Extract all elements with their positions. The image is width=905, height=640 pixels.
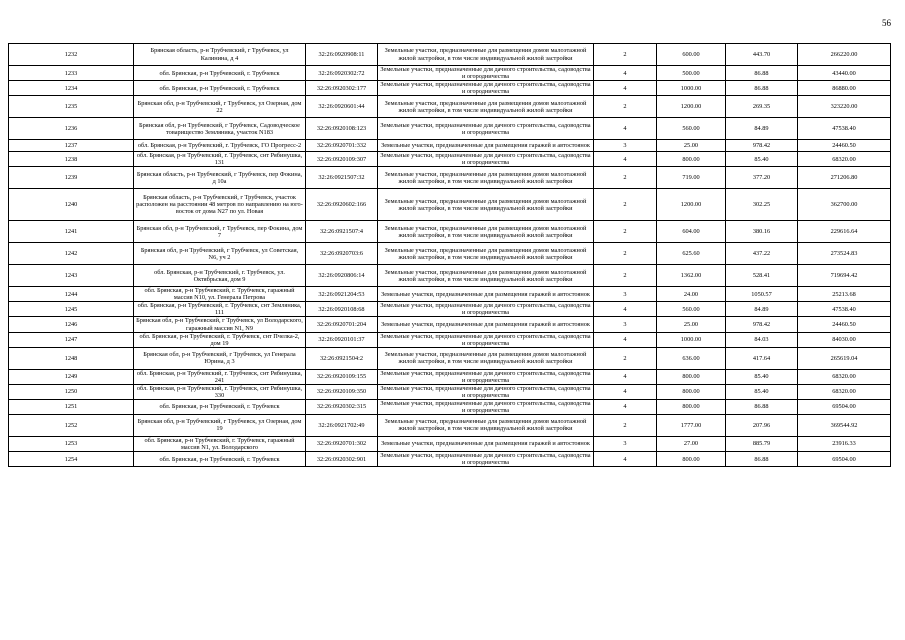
cadastral-value-cell: 323220.00 [798, 96, 891, 118]
specific-value-cell: 528.41 [726, 265, 798, 287]
group-cell: 4 [594, 332, 657, 347]
group-cell: 2 [594, 167, 657, 189]
address-cell: Брянская обл, р-н Трубчевский, г Трубчевск, ул Генерала Юрина, д 3 [134, 347, 306, 369]
land-use-purpose-cell: Земельные участки, предназначенные для дачного строительства, садоводства и огородничества [378, 332, 594, 347]
row-number: 1243 [9, 265, 134, 287]
row-number: 1240 [9, 189, 134, 221]
cadastral-value-cell: 47538.40 [798, 302, 891, 317]
address-cell: обл. Брянская, р-н Трубчевский, г. Трубчевск [134, 66, 306, 81]
row-number: 1232 [9, 44, 134, 66]
address-cell: Брянская область, р-н Трубчевский, г Трубчевск, участок расположен на расстоянии 48 метров по направлению на юго-восток от дома N27 по ул. Новая [134, 189, 306, 221]
area-cell: 24.00 [657, 287, 726, 302]
row-number: 1249 [9, 369, 134, 384]
area-cell: 800.00 [657, 369, 726, 384]
table-row [9, 243, 891, 265]
row-number: 1246 [9, 317, 134, 332]
land-use-purpose-cell: Земельные участки, предназначенные для дачного строительства, садоводства и огородничества [378, 384, 594, 399]
group-cell: 2 [594, 44, 657, 66]
table-body [9, 44, 891, 467]
table-row [9, 369, 891, 384]
area-cell: 1000.00 [657, 332, 726, 347]
address-cell: обл. Брянская, р-н Трубчевский, г. Трубчевск, снт Земляника, 111 [134, 302, 306, 317]
row-number: 1250 [9, 384, 134, 399]
area-cell: 500.00 [657, 66, 726, 81]
table-row [9, 436, 891, 451]
specific-value-cell: 84.89 [726, 302, 798, 317]
specific-value-cell: 443.70 [726, 44, 798, 66]
cadastral-number-cell: 32:26:0920302:72 [306, 66, 378, 81]
area-cell: 600.00 [657, 44, 726, 66]
address-cell: Брянская обл, р-н Трубчевский, г Трубчевск, Садоводческое товарищество Земляника, участок N183 [134, 118, 306, 140]
address-cell: Брянская обл, р-н Трубчевский, г Трубчевск, пер Фокина, дом 7 [134, 221, 306, 243]
address-cell: обл. Брянская, р-н Трубчевский, г. Трубчевск, гаражный массив N1, ул. Володарского [134, 436, 306, 451]
group-cell: 4 [594, 152, 657, 167]
address-cell: обл. Брянская, р-н Трубчевский, г. Трубчевск [134, 452, 306, 467]
land-use-purpose-cell: Земельные участки, предназначенные для размещения домов малоэтажной жилой застройки, в том числе индивидуальной жилой застройки [378, 221, 594, 243]
address-cell: Брянская обл, р-н Трубчевский, г Трубчевск, ул Володарского, гаражный массив N1, N9 [134, 317, 306, 332]
table-row [9, 332, 891, 347]
group-cell: 2 [594, 221, 657, 243]
row-number: 1247 [9, 332, 134, 347]
group-cell: 3 [594, 317, 657, 332]
land-use-purpose-cell: Земельные участки, предназначенные для дачного строительства, садоводства и огородничества [378, 118, 594, 140]
group-cell: 4 [594, 369, 657, 384]
row-number: 1251 [9, 399, 134, 414]
cadastral-number-cell: 32:26:0921702:49 [306, 414, 378, 436]
area-cell: 1362.00 [657, 265, 726, 287]
cadastral-number-cell: 32:26:0920109:350 [306, 384, 378, 399]
land-use-purpose-cell: Земельные участки, предназначенные для размещения домов малоэтажной жилой застройки, в том числе индивидуальной жилой застройки [378, 189, 594, 221]
address-cell: обл. Брянская, р-н Трубчевский, г. Трубчевск, снт Пчелка-2, дом 19 [134, 332, 306, 347]
land-use-purpose-cell: Земельные участки, предназначенные для размещения гаражей и автостоянок [378, 317, 594, 332]
table-row [9, 265, 891, 287]
group-cell: 4 [594, 384, 657, 399]
area-cell: 25.00 [657, 317, 726, 332]
cadastral-value-cell: 68320.00 [798, 384, 891, 399]
table-row [9, 302, 891, 317]
area-cell: 800.00 [657, 452, 726, 467]
cadastral-number-cell: 32:26:0920701:204 [306, 317, 378, 332]
area-cell: 604.00 [657, 221, 726, 243]
specific-value-cell: 86.88 [726, 452, 798, 467]
cadastral-value-cell: 25213.68 [798, 287, 891, 302]
cadastral-number-cell: 32:26:0920109:155 [306, 369, 378, 384]
cadastral-number-cell: 32:26:0920302:315 [306, 399, 378, 414]
specific-value-cell: 380.16 [726, 221, 798, 243]
specific-value-cell: 269.35 [726, 96, 798, 118]
land-use-purpose-cell: Земельные участки, предназначенные для размещения домов малоэтажной жилой застройки, в том числе индивидуальной жилой застройки [378, 347, 594, 369]
cadastral-number-cell: 32:26:0920908:11 [306, 44, 378, 66]
row-number: 1248 [9, 347, 134, 369]
address-cell: обл. Брянская, р-н Трубчевский, г. Трубчевск, снт Рябинушка, 131 [134, 152, 306, 167]
table-row [9, 414, 891, 436]
address-cell: Брянская обл, р-н Трубчевский, г Трубчевск, ул Озерная, дом 19 [134, 414, 306, 436]
group-cell: 4 [594, 66, 657, 81]
area-cell: 625.60 [657, 243, 726, 265]
cadastral-value-cell: 273524.83 [798, 243, 891, 265]
cadastral-value-cell: 69504.00 [798, 399, 891, 414]
land-use-purpose-cell: Земельные участки, предназначенные для размещения гаражей и автостоянок [378, 436, 594, 451]
group-cell: 3 [594, 140, 657, 152]
address-cell: обл. Брянская, р-н Трубчевский, г. Трубчевск, ГО Прогресс-2 [134, 140, 306, 152]
address-cell: Брянская обл, р-н Трубчевский, г Трубчевск, ул Советская, N6, уч 2 [134, 243, 306, 265]
land-use-purpose-cell: Земельные участки, предназначенные для размещения домов малоэтажной жилой застройки, в том числе индивидуальной жилой застройки [378, 414, 594, 436]
cadastral-number-cell: 32:26:0921507:4 [306, 221, 378, 243]
table-row [9, 399, 891, 414]
specific-value-cell: 1050.57 [726, 287, 798, 302]
cadastral-value-cell: 362700.00 [798, 189, 891, 221]
table-row [9, 66, 891, 81]
group-cell: 4 [594, 118, 657, 140]
cadastral-value-cell: 23916.33 [798, 436, 891, 451]
specific-value-cell: 978.42 [726, 317, 798, 332]
land-use-purpose-cell: Земельные участки, предназначенные для размещения домов малоэтажной жилой застройки, в том числе индивидуальной жилой застройки [378, 44, 594, 66]
specific-value-cell: 437.22 [726, 243, 798, 265]
cadastral-number-cell: 32:26:0920701:332 [306, 140, 378, 152]
land-use-purpose-cell: Земельные участки, предназначенные для размещения гаражей и автостоянок [378, 287, 594, 302]
land-use-purpose-cell: Земельные участки, предназначенные для дачного строительства, садоводства и огородничества [378, 369, 594, 384]
specific-value-cell: 885.79 [726, 436, 798, 451]
land-use-purpose-cell: Земельные участки, предназначенные для размещения домов малоэтажной жилой застройки, в том числе индивидуальной жилой застройки [378, 243, 594, 265]
cadastral-value-cell: 86880.00 [798, 81, 891, 96]
specific-value-cell: 84.03 [726, 332, 798, 347]
cadastral-number-cell: 32:26:0921504:2 [306, 347, 378, 369]
cadastral-number-cell: 32:26:0920806:14 [306, 265, 378, 287]
cadastral-number-cell: 32:26:0921204:53 [306, 287, 378, 302]
row-number: 1239 [9, 167, 134, 189]
cadastral-value-cell: 84030.00 [798, 332, 891, 347]
group-cell: 4 [594, 81, 657, 96]
cadastral-value-cell: 24460.50 [798, 317, 891, 332]
cadastral-value-cell: 43440.00 [798, 66, 891, 81]
address-cell: Брянская область, р-н Трубчевский, г Трубчевск, пер Фокина, д 10а [134, 167, 306, 189]
area-cell: 1777.00 [657, 414, 726, 436]
table-row [9, 347, 891, 369]
cadastral-value-cell: 271206.80 [798, 167, 891, 189]
specific-value-cell: 302.25 [726, 189, 798, 221]
land-use-purpose-cell: Земельные участки, предназначенные для размещения домов малоэтажной жилой застройки, в том числе индивидуальной жилой застройки [378, 167, 594, 189]
land-use-purpose-cell: Земельные участки, предназначенные для дачного строительства, садоводства и огородничества [378, 81, 594, 96]
table-row [9, 96, 891, 118]
cadastral-value-cell: 47538.40 [798, 118, 891, 140]
row-number: 1242 [9, 243, 134, 265]
land-use-purpose-cell: Земельные участки, предназначенные для дачного строительства, садоводства и огородничества [378, 302, 594, 317]
group-cell: 3 [594, 287, 657, 302]
table-row [9, 152, 891, 167]
table-row [9, 189, 891, 221]
table-row [9, 167, 891, 189]
table-row [9, 81, 891, 96]
row-number: 1235 [9, 96, 134, 118]
cadastral-number-cell: 32:26:0920108:123 [306, 118, 378, 140]
table-row [9, 384, 891, 399]
row-number: 1237 [9, 140, 134, 152]
row-number: 1244 [9, 287, 134, 302]
group-cell: 3 [594, 436, 657, 451]
cadastral-value-cell: 369544.92 [798, 414, 891, 436]
cadastral-number-cell: 32:26:0920701:302 [306, 436, 378, 451]
row-number: 1254 [9, 452, 134, 467]
group-cell: 4 [594, 452, 657, 467]
address-cell: обл. Брянская, р-н Трубчевский, г. Трубчевск, гаражный массив N10, ул. Генерала Петрова [134, 287, 306, 302]
specific-value-cell: 85.40 [726, 384, 798, 399]
address-cell: обл. Брянская, р-н Трубчевский, г. Трубчевск [134, 81, 306, 96]
specific-value-cell: 86.88 [726, 66, 798, 81]
area-cell: 800.00 [657, 152, 726, 167]
cadastral-value-cell: 69504.00 [798, 452, 891, 467]
row-number: 1234 [9, 81, 134, 96]
area-cell: 800.00 [657, 399, 726, 414]
row-number: 1238 [9, 152, 134, 167]
cadastral-value-cell: 266220.00 [798, 44, 891, 66]
group-cell: 2 [594, 347, 657, 369]
group-cell: 2 [594, 414, 657, 436]
cadastral-number-cell: 32:26:0920109:307 [306, 152, 378, 167]
cadastral-number-cell: 32:26:0920602:166 [306, 189, 378, 221]
row-number: 1233 [9, 66, 134, 81]
group-cell: 2 [594, 189, 657, 221]
group-cell: 4 [594, 302, 657, 317]
row-number: 1245 [9, 302, 134, 317]
specific-value-cell: 85.40 [726, 152, 798, 167]
cadastral-value-cell: 68320.00 [798, 152, 891, 167]
land-use-purpose-cell: Земельные участки, предназначенные для размещения домов малоэтажной жилой застройки, в том числе индивидуальной жилой застройки [378, 96, 594, 118]
row-number: 1236 [9, 118, 134, 140]
group-cell: 2 [594, 243, 657, 265]
area-cell: 560.00 [657, 302, 726, 317]
land-use-purpose-cell: Земельные участки, предназначенные для дачного строительства, садоводства и огородничества [378, 66, 594, 81]
table-row [9, 287, 891, 302]
address-cell: Брянская обл, р-н Трубчевский, г Трубчевск, ул Озерная, дом 22 [134, 96, 306, 118]
specific-value-cell: 86.88 [726, 399, 798, 414]
land-use-purpose-cell: Земельные участки, предназначенные для размещения гаражей и автостоянок [378, 140, 594, 152]
area-cell: 25.00 [657, 140, 726, 152]
area-cell: 560.00 [657, 118, 726, 140]
area-cell: 1000.00 [657, 81, 726, 96]
cadastral-value-cell: 265619.04 [798, 347, 891, 369]
address-cell: обл. Брянская, р-н Трубчевский, г. Трубчевск, ул. Октябрьская, дом 9 [134, 265, 306, 287]
page-number: 56 [882, 18, 891, 28]
address-cell: обл. Брянская, р-н Трубчевский, г. Трубчевск, снт Рябинушка, 241 [134, 369, 306, 384]
table-row [9, 140, 891, 152]
specific-value-cell: 207.96 [726, 414, 798, 436]
specific-value-cell: 417.64 [726, 347, 798, 369]
cadastral-number-cell: 32:26:0920302:177 [306, 81, 378, 96]
specific-value-cell: 86.88 [726, 81, 798, 96]
cadastral-number-cell: 32:26:0920108:68 [306, 302, 378, 317]
table-row [9, 452, 891, 467]
address-cell: обл. Брянская, р-н Трубчевский, г. Трубчевск [134, 399, 306, 414]
table-row [9, 221, 891, 243]
area-cell: 1200.00 [657, 96, 726, 118]
cadastral-number-cell: 32:26:0920703:6 [306, 243, 378, 265]
table-row [9, 44, 891, 66]
area-cell: 800.00 [657, 384, 726, 399]
group-cell: 2 [594, 265, 657, 287]
address-cell: обл. Брянская, р-н Трубчевский, г. Трубчевск, снт Рябинушка, 330 [134, 384, 306, 399]
specific-value-cell: 377.20 [726, 167, 798, 189]
cadastral-number-cell: 32:26:0920601:44 [306, 96, 378, 118]
cadastral-number-cell: 32:26:0920101:37 [306, 332, 378, 347]
specific-value-cell: 84.89 [726, 118, 798, 140]
row-number: 1253 [9, 436, 134, 451]
land-use-purpose-cell: Земельные участки, предназначенные для дачного строительства, садоводства и огородничества [378, 452, 594, 467]
cadastral-value-cell: 24460.50 [798, 140, 891, 152]
land-use-purpose-cell: Земельные участки, предназначенные для размещения домов малоэтажной жилой застройки, в том числе индивидуальной жилой застройки [378, 265, 594, 287]
row-number: 1241 [9, 221, 134, 243]
address-cell: Брянская область, р-н Трубчевский, г Трубчевск, ул Калинина, д 4 [134, 44, 306, 66]
cadastral-number-cell: 32:26:0920302:901 [306, 452, 378, 467]
land-registry-table [8, 43, 891, 467]
cadastral-value-cell: 229616.64 [798, 221, 891, 243]
area-cell: 719.00 [657, 167, 726, 189]
specific-value-cell: 85.40 [726, 369, 798, 384]
area-cell: 27.00 [657, 436, 726, 451]
specific-value-cell: 978.42 [726, 140, 798, 152]
land-use-purpose-cell: Земельные участки, предназначенные для дачного строительства, садоводства и огородничества [378, 399, 594, 414]
row-number: 1252 [9, 414, 134, 436]
land-use-purpose-cell: Земельные участки, предназначенные для дачного строительства, садоводства и огородничества [378, 152, 594, 167]
table-row [9, 317, 891, 332]
group-cell: 4 [594, 399, 657, 414]
cadastral-value-cell: 719694.42 [798, 265, 891, 287]
area-cell: 636.00 [657, 347, 726, 369]
table-row [9, 118, 891, 140]
group-cell: 2 [594, 96, 657, 118]
area-cell: 1200.00 [657, 189, 726, 221]
cadastral-value-cell: 68320.00 [798, 369, 891, 384]
cadastral-number-cell: 32:26:0921507:32 [306, 167, 378, 189]
